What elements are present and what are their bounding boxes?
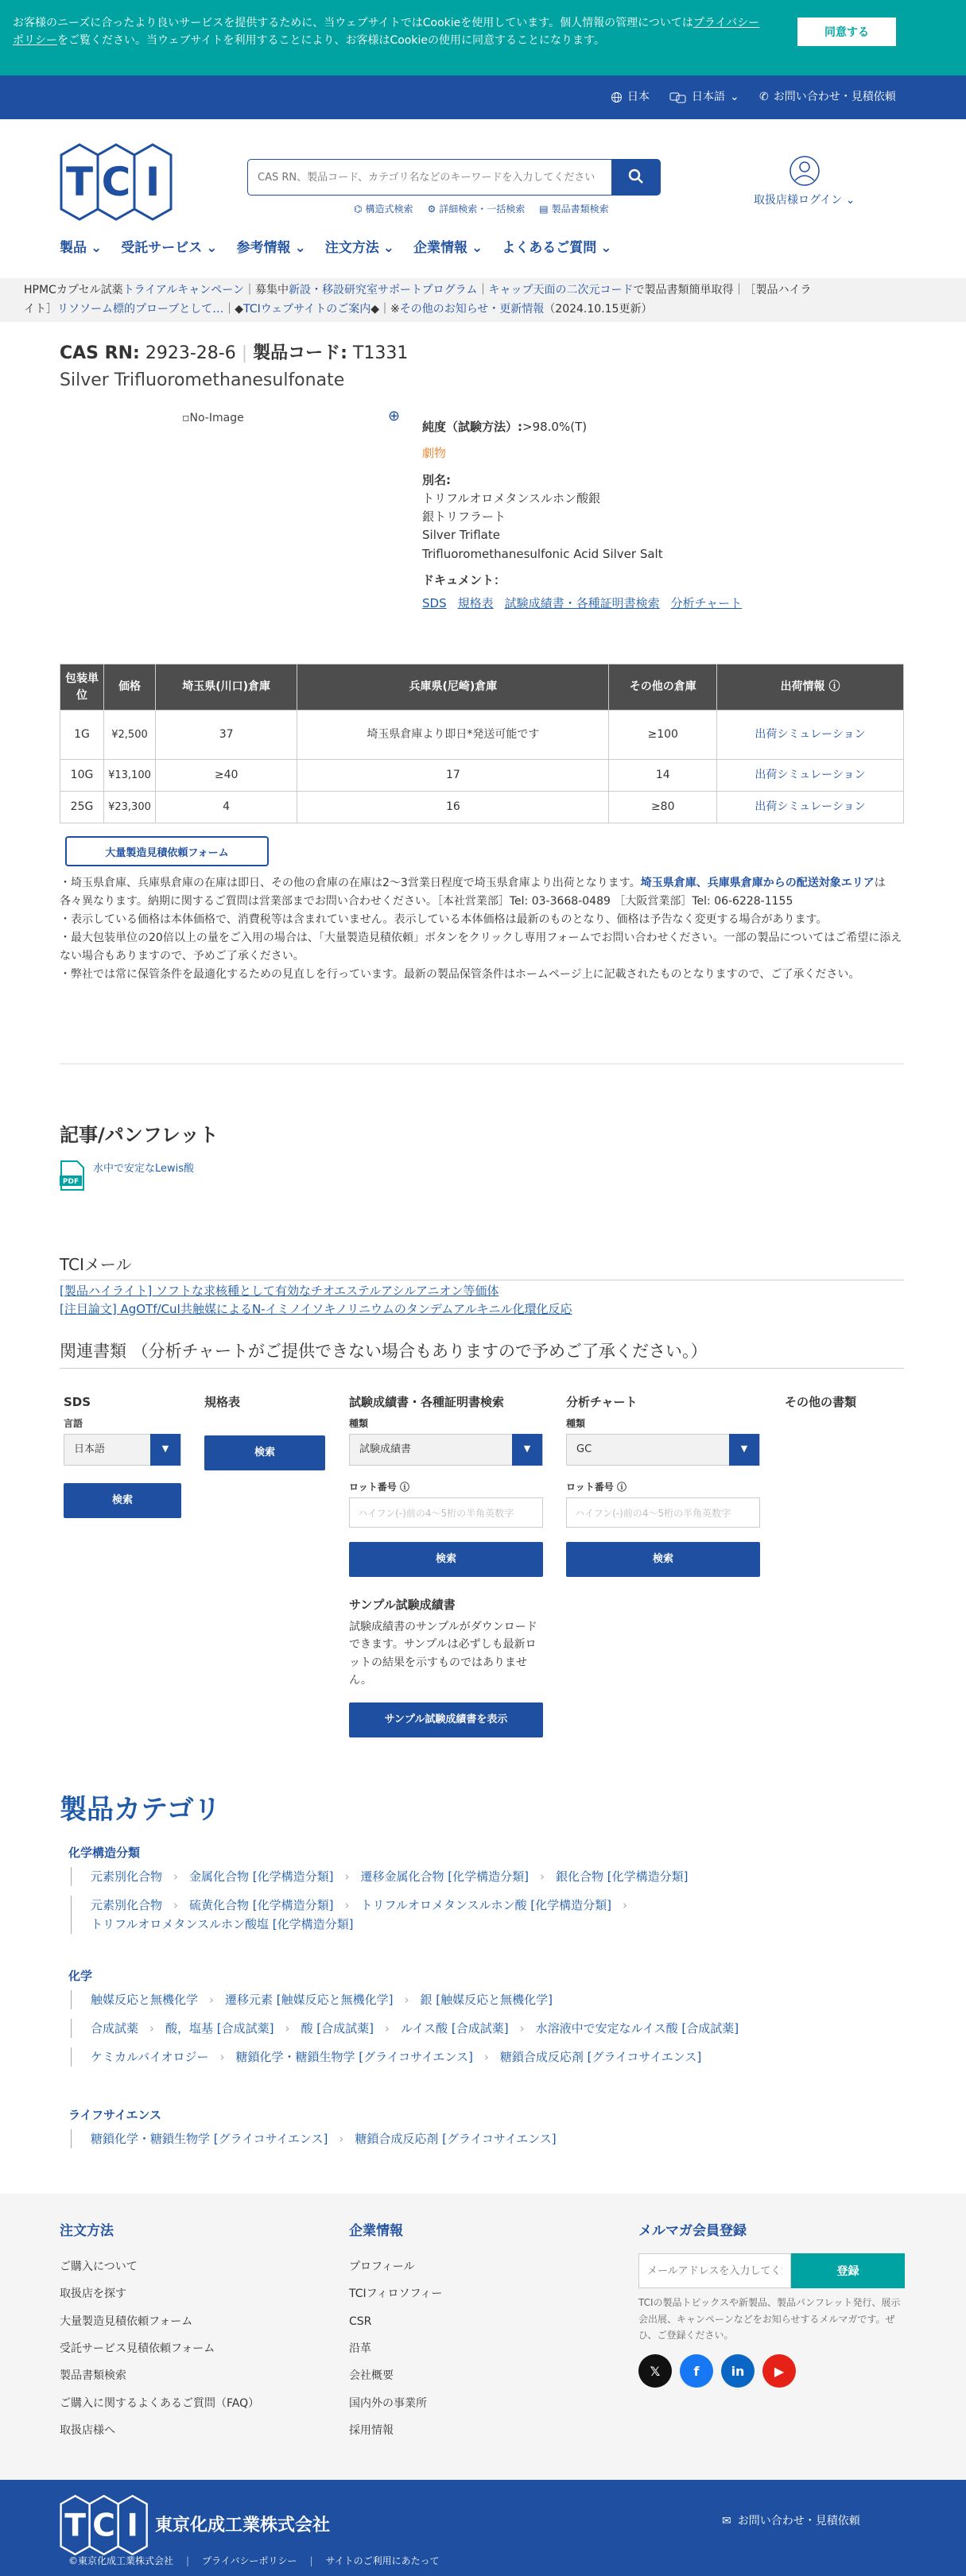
footer-order-column: 注文方法 ご購入について 取扱店を探す 大量製造見積依頼フォーム 受託サービス見積依頼フォーム 製品書類検索 ご購入に関するよくあるご質問（FAQ） 取扱店様へ <box>60 2221 259 2444</box>
category-link[interactable]: ケミカルバイオロジー <box>91 2049 209 2064</box>
footer-link[interactable]: 会社概要 <box>349 2369 394 2383</box>
category-link[interactable]: 遷移元素 [触媒反応と無機化学] <box>225 1992 394 2007</box>
globe-icon <box>611 91 623 103</box>
login-link[interactable]: 取扱店様ログイン ⌄ <box>754 155 855 209</box>
terms-link[interactable]: サイトのご利用にあたって <box>325 2555 440 2566</box>
x-icon[interactable]: 𝕏 <box>638 2354 672 2388</box>
category-link[interactable]: 銀 [触媒反応と無機化学] <box>420 1992 553 2007</box>
notice-link[interactable]: トライアルキャンペーン <box>122 284 245 296</box>
category-group: 化学 触媒反応と無機化学 › 遷移元素 [触媒反応と無機化学] › 銀 [触媒反応と無機化学] 合成試薬 › 酸，塩基 [合成試薬] › 酸 [合成試薬] › ルイス酸 [合成試薬] › 水溶液中で安定なルイス酸 [合成試薬] ケミカルバイオロジー › 糖鎖化学・糖鎖生物学 [グライコサイエンス] › 糖鎖合成反応剤 [グライコサイエンス] <box>68 1967 834 2076</box>
table-row: 25G ¥23,300 4 16 ≥80 出荷シミュレーション <box>60 792 904 823</box>
footer-link[interactable]: ご購入に関するよくあるご質問（FAQ） <box>60 2396 260 2410</box>
category-link[interactable]: 水溶液中で安定なルイス酸 [合成試薬] <box>535 2020 739 2036</box>
sds-link[interactable]: SDS <box>422 596 447 610</box>
delivery-area-link[interactable]: 埼玉県倉庫、兵庫県倉庫からの配送対象エリア <box>640 877 875 889</box>
divider <box>60 1368 904 1369</box>
category-link[interactable]: トリフルオロメタンスルホン酸 [化学構造分類] <box>360 1897 611 1912</box>
spec-link[interactable]: 規格表 <box>457 596 494 610</box>
category-group: ライフサイエンス 糖鎖化学・糖鎖生物学 [グライコサイエンス] › 糖鎖合成反応剤 [グライコサイエンス] <box>68 2106 834 2158</box>
hazard-label: 劇物 <box>422 446 447 461</box>
category-link[interactable]: 酸，塩基 [合成試薬] <box>165 2020 274 2036</box>
chart-column: 分析チャート 種類 GC ▼ ロット番号 ⓘ ハイフン(-)前の4～5桁の半角英数字 検索 <box>566 1393 760 1577</box>
nav-faq[interactable]: よくあるご質問 ⌄ <box>502 238 611 259</box>
structure-icon: ⌬ <box>354 203 363 215</box>
facebook-icon[interactable]: f <box>680 2354 713 2388</box>
svg-text:I: I <box>145 159 161 205</box>
help-icon[interactable]: ⓘ <box>399 1481 409 1493</box>
notice-link[interactable]: 新設・移設研究室サポートプログラム <box>289 284 478 296</box>
category-link[interactable]: 糖鎖合成反応剤 [グライコサイエンス] <box>499 2049 702 2064</box>
related-docs-title: 関連書類 （分析チャートがご提供できない場合もありますので予めご了承ください。） <box>60 1342 708 1361</box>
notice-bar: HPMCカプセル試薬トライアルキャンペーン｜募集中新設・移設研究室サポートプログラム｜キャップ天面の二次元コードで製品書類簡単取得｜［製品ハイラ イト］リソソーム標的プローブとして…｜◆TCIウェブサイトのご案内◆｜※その他のお知らせ・更新情報（2024.10.15更新） <box>0 278 966 322</box>
user-icon <box>789 155 821 187</box>
coa-link[interactable]: 試験成績書・各種証明書検索 <box>504 596 660 610</box>
tci-logo-white <box>60 2494 149 2556</box>
language-select[interactable]: 日本語 ▼ <box>64 1434 181 1466</box>
chart-type-select[interactable]: GC ▼ <box>566 1434 760 1466</box>
chevron-down-icon: ▼ <box>512 1434 542 1466</box>
footer-link[interactable]: 国内外の事業所 <box>349 2396 427 2410</box>
category-link[interactable]: 糖鎖化学・糖鎖生物学 [グライコサイエンス] <box>91 2131 328 2146</box>
cookie-banner <box>0 0 966 76</box>
chevron-down-icon: ⌄ <box>730 91 739 103</box>
product-identifiers: CAS RN: 2923-28-6 | 製品コード: T1331 <box>60 343 409 363</box>
sds-search-button[interactable]: 検索 <box>64 1483 181 1518</box>
footer-newsletter-column: メルマガ会員登録 メールアドレスを入力してください 登録 TCIの製品トピックスや新製品、製品パンフレット発行、展示会出展、キャンペーンなどをお知らせするメルマガです。ぜひ、ご登録ください。 𝕏 f in ▶ <box>638 2221 905 2388</box>
svg-text:T: T <box>64 2508 86 2544</box>
chevron-down-icon: ⌄ <box>91 240 103 256</box>
spec-column: 規格表 検索 <box>204 1393 325 1470</box>
product-image: ▫No-Image <box>182 412 244 424</box>
language-icon <box>669 91 687 103</box>
nav-services[interactable]: 受託サービス ⌄ <box>121 238 217 259</box>
footer-logo[interactable]: T C I 東京化成工業株式会社 <box>60 2494 330 2556</box>
privacy-policy-link[interactable]: プライバシーポリシー <box>13 17 760 48</box>
chevron-down-icon: ⌄ <box>600 240 612 256</box>
document-icon: ▤ <box>539 203 549 215</box>
chevron-down-icon: ⌄ <box>294 240 306 256</box>
tci-mail-link[interactable]: [製品ハイライト] ソフトな求核種として有効なチオエステルアシルアニオン等価体 <box>60 1284 499 1298</box>
footer-company-column: 企業情報 プロフィール TCIフィロソフィー CSR 沿革 会社概要 国内外の事業所 採用情報 <box>349 2221 442 2444</box>
search-sublinks <box>354 202 609 216</box>
chart-link[interactable]: 分析チャート <box>670 596 743 610</box>
notice-link[interactable]: リソソーム標的プローブとして… <box>57 302 224 316</box>
categories-title: 製品カテゴリ <box>60 1794 221 1826</box>
divider <box>60 1063 904 1064</box>
coa-search-button[interactable]: 検索 <box>349 1542 543 1577</box>
svg-text:I: I <box>126 2508 138 2544</box>
tci-mail-link[interactable]: [注目論文] AgOTf/CuI共触媒によるN-イミノイソキノリニウムのタンデムアルキニル化環化反応 <box>60 1301 572 1316</box>
svg-text:PDF: PDF <box>62 1178 80 1186</box>
nav-ordering[interactable]: 注文方法 ⌄ <box>325 238 394 259</box>
category-link[interactable]: ルイス酸 [合成試薬] <box>400 2020 509 2036</box>
category-link[interactable]: トリフルオロメタンスルホン酸塩 [化学構造分類] <box>91 1916 354 1931</box>
product-info: 純度（試験方法）:>98.0%(T) 劇物 別名: トリフルオロメタンスルホン酸銀 銀トリフラート Silver Triflate Trifluoromethanesulfonic Acid Silver Salt ドキュメント： SDS 規格表 試験成績書・各種証明書検索 分析チャート <box>422 418 753 613</box>
zoom-icon[interactable]: ⊕ <box>388 408 401 424</box>
search-input[interactable] <box>247 159 611 196</box>
category-link[interactable]: 糖鎖合成反応剤 [グライコサイエンス] <box>355 2131 557 2146</box>
structure-search-link[interactable]: ⌬ 構造式検索 <box>354 203 413 215</box>
nav-products[interactable]: 製品 ⌄ <box>60 238 102 259</box>
broken-image-icon: ▫ <box>182 412 190 424</box>
help-icon[interactable]: ⓘ <box>828 680 840 693</box>
tci-logo[interactable] <box>60 143 173 221</box>
coa-lot-input[interactable]: ハイフン(-)前の4～5桁の半角英数字 <box>349 1497 543 1528</box>
newsletter-email-input[interactable] <box>638 2253 791 2288</box>
shipping-simulation-link[interactable]: 出荷シミュレーション <box>755 800 866 813</box>
tci-mail-title: TCIメール <box>60 1255 132 1274</box>
other-docs-column: その他の書類 <box>785 1395 857 1409</box>
tci-mail-links <box>60 1282 572 1318</box>
search-button[interactable] <box>611 159 661 196</box>
language-selector[interactable]: 日本語 ⌄ <box>669 89 739 106</box>
notice-link[interactable]: その他のお知らせ・更新情報 <box>399 302 545 316</box>
footer-contact-link[interactable]: ✉ お問い合わせ・見積依頼 <box>722 2513 860 2530</box>
category-link[interactable]: 元素別化合物 <box>91 1869 163 1884</box>
help-icon[interactable]: ⓘ <box>616 1481 627 1493</box>
footer-link[interactable]: 受託サービス見積依頼フォーム <box>60 2342 215 2356</box>
gear-icon: ⚙ <box>427 203 436 215</box>
stock-table: 包装単位 価格 埼玉県(川口)倉庫 兵庫県(尼崎)倉庫 その他の倉庫 出荷情報 ⓘ 1G ¥2,500 37 埼玉県倉庫より即日*発送可能です ≥100 出荷シミュレーション 10G ¥13,100 ≥40 17 14 出荷シミュレーション 25G ¥23,300 4 16 ≥80 出荷シミュレーション <box>60 664 904 823</box>
shipping-simulation-link[interactable]: 出荷シミュレーション <box>755 728 866 741</box>
advanced-search-link[interactable]: ⚙ 詳細検索・一括検索 <box>427 203 526 215</box>
footer-link[interactable]: 採用情報 <box>349 2423 394 2437</box>
chevron-down-icon: ▼ <box>729 1434 759 1466</box>
chevron-down-icon: ▼ <box>150 1434 180 1466</box>
chevron-down-icon: ⌄ <box>382 240 394 256</box>
chevron-down-icon: ⌄ <box>206 240 218 256</box>
chart-search-button[interactable]: 検索 <box>566 1542 760 1577</box>
cookie-text: お客様のニーズに合ったより良いサービスを提供するために、当ウェブサイトではCookieを使用しています。個人情報の管理についてはプライバシーポリシーをご覧ください。当ウェブサイトを利用することにより、お客様はCookieの使用に同意することになります。 <box>13 17 760 48</box>
svg-text:C: C <box>101 159 131 205</box>
category-link[interactable]: 銀化合物 [化学構造分類] <box>555 1869 689 1884</box>
footer-link[interactable]: ご購入について <box>60 2260 138 2274</box>
category-link[interactable]: 硫黄化合物 [化学構造分類] <box>189 1897 334 1912</box>
footer-link[interactable]: 取扱店様へ <box>60 2423 115 2437</box>
coa-column: 試験成績書・各種証明書検索 種類 試験成績書 ▼ ロット番号 ⓘ ハイフン(-)前の4～5桁の半角英数字 検索 サンプル試験成績書 試験成績書のサンプルがダウンロードできます。サンプルは必ずしも最新ロットの結果を示すものではありません。 サンプル試験成績書を表示 <box>349 1393 543 1737</box>
footer-bar <box>0 2480 966 2576</box>
footer-link[interactable]: プロフィール <box>349 2260 415 2274</box>
main-nav <box>60 238 612 259</box>
svg-text:T: T <box>65 159 94 205</box>
category-link[interactable]: 遷移金属化合物 [化学構造分類] <box>360 1869 529 1884</box>
table-row: 1G ¥2,500 37 埼玉県倉庫より即日*発送可能です ≥100 出荷シミュレーション <box>60 711 904 760</box>
category-link[interactable]: 元素別化合物 <box>91 1897 163 1912</box>
newsletter-register-button[interactable]: 登録 <box>791 2253 905 2288</box>
coa-type-select[interactable]: 試験成績書 ▼ <box>349 1434 543 1466</box>
utility-bar <box>0 76 966 119</box>
mail-icon: ✉ <box>722 2515 731 2528</box>
category-link[interactable]: 糖鎖化学・糖鎖生物学 [グライコサイエンス] <box>235 2049 473 2064</box>
sds-column: SDS 言語 日本語 ▼ 検索 <box>64 1393 181 1518</box>
footer-link[interactable]: 取扱店を探す <box>60 2287 126 2301</box>
product-name: Silver Trifluoromethanesulfonate <box>60 370 345 390</box>
footer-link[interactable]: TCIフィロソフィー <box>349 2287 443 2301</box>
contact-link[interactable]: ✆ お問い合わせ・見積依頼 <box>759 89 896 106</box>
table-row: 10G ¥13,100 ≥40 17 14 出荷シミュレーション <box>60 760 904 792</box>
category-link[interactable]: 金属化合物 [化学構造分類] <box>189 1869 334 1884</box>
footer-link[interactable]: 製品書類検索 <box>60 2369 126 2383</box>
chevron-down-icon: ⌄ <box>845 194 855 207</box>
shipping-simulation-link[interactable]: 出荷シミュレーション <box>755 769 866 781</box>
category-group: 化学構造分類 元素別化合物 › 金属化合物 [化学構造分類] › 遷移金属化合物 [化学構造分類] › 銀化合物 [化学構造分類] 元素別化合物 › 硫黄化合物 [化学構造分類] › トリフルオロメタンスルホン酸 [化学構造分類] › トリフルオロメタンスルホン酸塩 [化学構造分類] <box>68 1844 834 1943</box>
notice-link[interactable]: TCIウェブサイトのご案内 <box>243 302 371 316</box>
chevron-down-icon: ⌄ <box>471 240 483 256</box>
nav-references[interactable]: 参考情報 ⌄ <box>237 238 306 259</box>
youtube-icon[interactable]: ▶ <box>762 2354 796 2388</box>
search-icon <box>628 169 644 184</box>
stock-notes: ・埼玉県倉庫、兵庫県倉庫の在庫は即日、その他の倉庫の在庫は2～3営業日程度で埼玉県倉庫より出荷となります。埼玉県倉庫、兵庫県倉庫からの配送対象エリアは各々異なります。納期に関するご質問は営業部までお問い合わせください。［本社営業部］Tel: 03-3668-0489 ［大阪営業部］Tel: 06-6228-1155 ・表示している価格は本体価格で、消費税等は含まれていません。表示している本体価格は最新のものとなり、価格は予告なく変更する場合があります。 ・最大包装単位の20倍以上の量をご入用の場合は、「大量製造見積依頼」ボタンをクリックし専用フォームでお問い合わせください。一部の製品についてはご希望に添えない場合もありますので、予めご了承ください。 ・弊社では常に保管条件を最適化するための見直しを行っています。最新の製品保管条件はホームページ上に記載されたものとなりますので、ご了承ください。 <box>60 877 902 982</box>
chart-lot-input[interactable]: ハイフン(-)前の4～5桁の半角英数字 <box>566 1497 760 1528</box>
notice-link[interactable]: キャップ天面の二次元コード <box>488 284 634 296</box>
nav-company[interactable]: 企業情報 ⌄ <box>413 238 483 259</box>
country-selector[interactable]: 日本 <box>611 89 650 106</box>
spec-search-button[interactable]: 検索 <box>204 1435 325 1470</box>
category-link[interactable]: 触媒反応と無機化学 <box>91 1992 199 2007</box>
privacy-link[interactable]: プライバシーポリシー <box>202 2555 297 2566</box>
bulk-quote-button[interactable]: 大量製造見積依頼フォーム <box>65 836 269 866</box>
article-item[interactable]: PDF 水中で安定なLewis酸 <box>60 1160 194 1191</box>
category-link[interactable]: 酸 [合成試薬] <box>301 2020 374 2036</box>
search-bar <box>247 159 661 196</box>
agree-button[interactable]: 同意する <box>797 17 896 46</box>
articles-title: 記事/パンフレット <box>60 1124 219 1146</box>
document-search-link[interactable]: ▤ 製品書類検索 <box>539 203 609 215</box>
phone-icon: ✆ <box>759 91 769 103</box>
pdf-icon <box>60 1160 85 1191</box>
sample-coa-button[interactable]: サンプル試験成績書を表示 <box>349 1702 543 1737</box>
footer-link[interactable]: CSR <box>349 2315 372 2328</box>
svg-text:C: C <box>92 2508 115 2544</box>
footer-link[interactable]: 沿革 <box>349 2342 371 2356</box>
footer-link[interactable]: 大量製造見積依頼フォーム <box>60 2315 193 2328</box>
linkedin-icon[interactable]: in <box>721 2354 755 2388</box>
copyright-bar: ©東京化成工業株式会社 | プライバシーポリシー | サイトのご利用にあたって <box>68 2555 440 2566</box>
category-link[interactable]: 合成試薬 <box>91 2020 139 2036</box>
